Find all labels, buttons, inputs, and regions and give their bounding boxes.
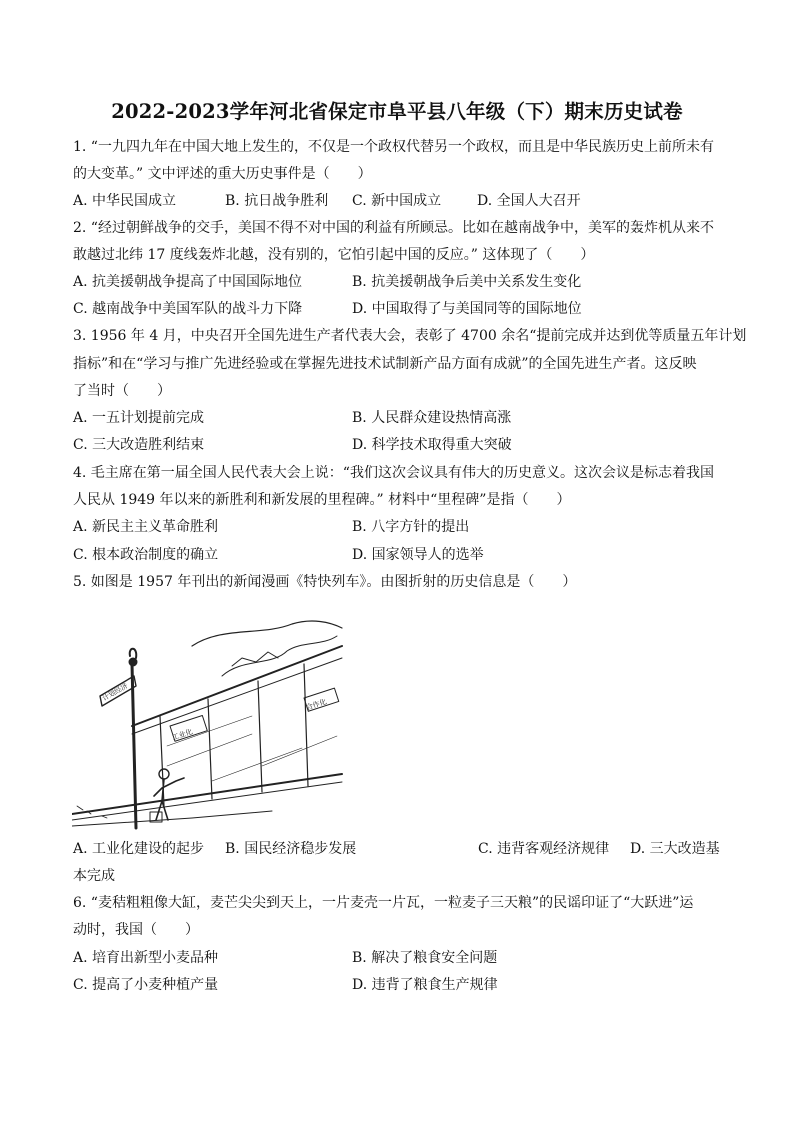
- cartoon-board-industrialization: 工业化: [171, 727, 194, 742]
- q2-option-a[interactable]: A. 抗美援朝战争提高了中国国际地位: [73, 274, 303, 290]
- q5-option-d[interactable]: D. 三大改造基: [630, 841, 720, 857]
- q3-option-c[interactable]: C. 三大改造胜利结束: [73, 437, 205, 453]
- q5-stem-line-1: 5. 如图是 1957 年刊出的新闻漫画《特快列车》。由图折射的历史信息是（ ）: [73, 574, 577, 590]
- q4-stem-line-2: 人民从 1949 年以来的新胜利和新发展的里程碑。” 材料中“里程碑”是指（ ）: [73, 492, 571, 508]
- q5-option-d-continued: 本完成: [73, 868, 115, 884]
- q5-option-c[interactable]: C. 违背客观经济规律: [478, 841, 610, 857]
- page-title: 2022-2023学年河北省保定市阜平县八年级（下）期末历史试卷: [111, 100, 683, 123]
- q1-option-d[interactable]: D. 全国人大召开: [477, 193, 581, 209]
- q3-stem-line-3: 了当时（ ）: [73, 383, 171, 399]
- q4-option-d[interactable]: D. 国家领导人的选举: [352, 547, 484, 563]
- q3-stem-line-2: 指标”和在“学习与推广先进经验或在掌握先进技术试制新产品方面有成就”的全国先进生产者。这反映: [73, 356, 697, 372]
- q2-stem-line-2: 敢越过北纬 17 度线轰炸北越，没有别的，它怕引起中国的反应。” 这体现了（ ）: [73, 247, 595, 263]
- q6-option-d[interactable]: D. 违背了粮食生产规律: [352, 977, 498, 993]
- q1-option-b[interactable]: B. 抗日战争胜利: [225, 193, 329, 209]
- q6-stem-line-2: 动时，我国（ ）: [73, 922, 199, 938]
- q4-option-a[interactable]: A. 新民主主义革命胜利: [73, 519, 219, 535]
- q2-option-b[interactable]: B. 抗美援朝战争后美中关系发生变化: [352, 274, 582, 290]
- q6-option-c[interactable]: C. 提高了小麦种植产量: [73, 977, 219, 993]
- q4-option-b[interactable]: B. 八字方针的提出: [352, 519, 470, 535]
- q2-option-c[interactable]: C. 越南战争中美国军队的战斗力下降: [73, 301, 303, 317]
- q1-stem-line-1: 1. “一九四九年在中国大地上发生的，不仅是一个政权代替另一个政权，而且是中华民族历史上前所未有: [73, 139, 714, 155]
- q4-stem-line-1: 4. 毛主席在第一届全国人民代表大会上说：“我们这次会议具有伟大的历史意义。这次会议是标志着我国: [73, 465, 714, 481]
- q6-option-b[interactable]: B. 解决了粮食安全问题: [352, 950, 498, 966]
- express-train-cartoon: [72, 606, 344, 832]
- q1-option-a[interactable]: A. 中华民国成立: [73, 193, 177, 209]
- q4-option-c[interactable]: C. 根本政治制度的确立: [73, 547, 219, 563]
- q3-option-b[interactable]: B. 人民群众建设热情高涨: [352, 410, 512, 426]
- q1-option-c[interactable]: C. 新中国成立: [352, 193, 442, 209]
- q2-stem-line-1: 2. “经过朝鲜战争的交手，美国不得不对中国的利益有所顾忌。比如在越南战争中，美军的轰炸机从来不: [73, 220, 714, 236]
- cartoon-board-cooperation: 合作化: [305, 697, 328, 712]
- q6-stem-line-1: 6. “麦秸粗粗像大缸，麦芒尖尖到天上，一片麦壳一片瓦，一粒麦子三天粮”的民谣印证了“大跃进”运: [73, 895, 694, 911]
- q5-option-a[interactable]: A. 工业化建设的起步: [73, 841, 205, 857]
- q1-stem-line-2: 的大变革。” 文中评述的重大历史事件是（ ）: [73, 166, 372, 182]
- q2-option-d[interactable]: D. 中国取得了与美国同等的国际地位: [352, 301, 582, 317]
- q5-option-b[interactable]: B. 国民经济稳步发展: [225, 841, 357, 857]
- q3-option-d[interactable]: D. 科学技术取得重大突破: [352, 437, 512, 453]
- q6-option-a[interactable]: A. 培育出新型小麦品种: [73, 950, 219, 966]
- q3-option-a[interactable]: A. 一五计划提前完成: [73, 410, 205, 426]
- cartoon-signpost-text: 计划经济: [101, 681, 130, 703]
- q3-stem-line-1: 3. 1956 年 4 月，中央召开全国先进生产者代表大会，表彰了 4700 余名“提前完成并达到优等质量五年计划: [73, 328, 747, 344]
